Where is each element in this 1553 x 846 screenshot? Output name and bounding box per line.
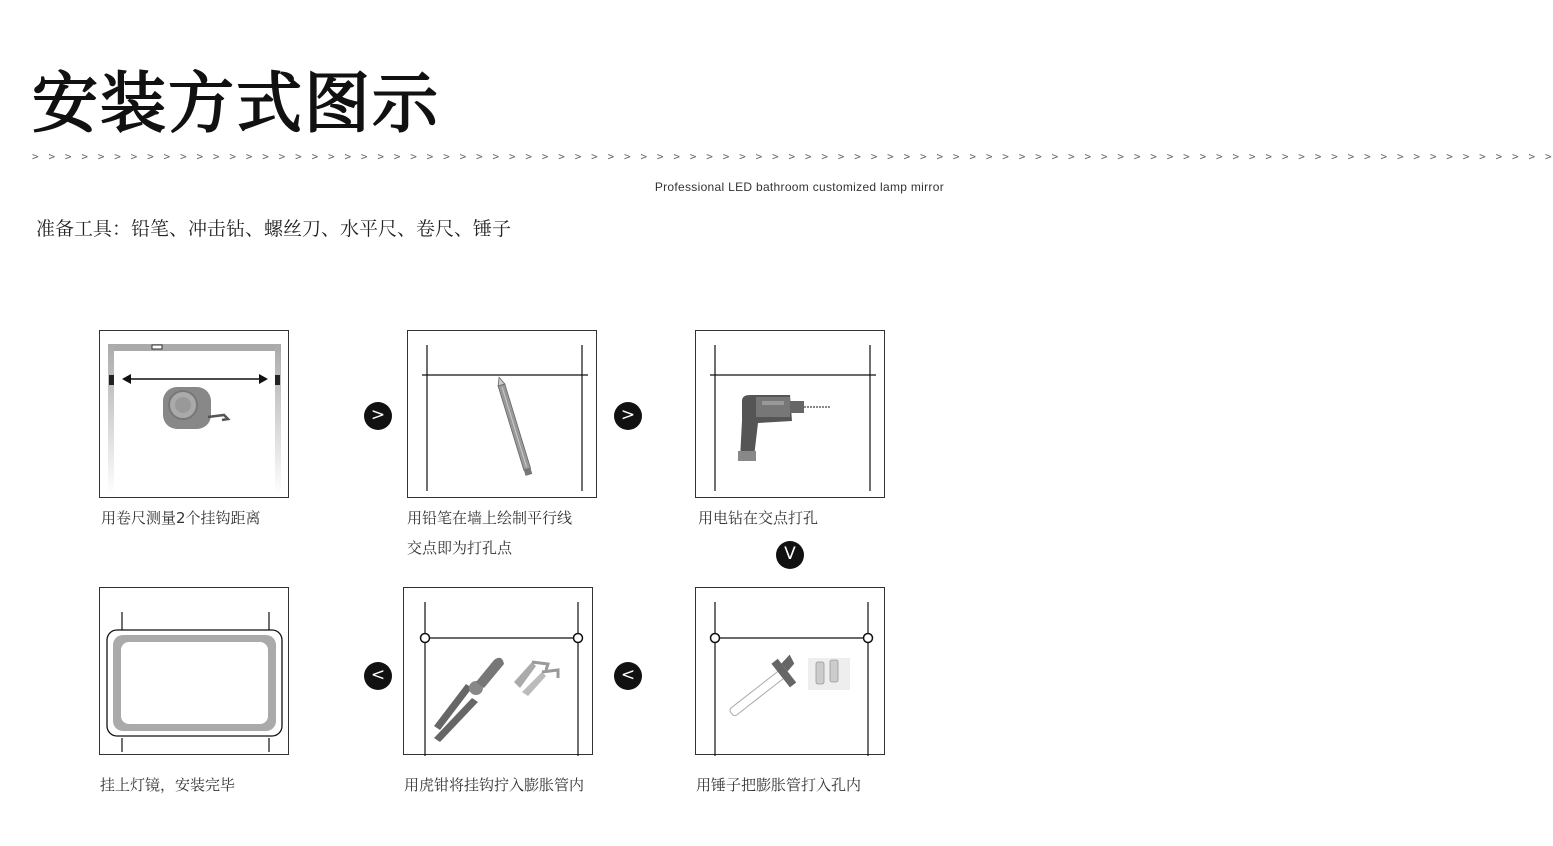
- step-3-caption: [698, 503, 818, 533]
- drill-icon: [696, 331, 886, 499]
- page-subtitle: Professional LED bathroom customized lamp mirror: [654, 180, 944, 194]
- caption-line: 用电钻在交点打孔: [698, 509, 819, 527]
- caption-line: 交点即为打孔点: [407, 539, 513, 557]
- tools-list: 准备工具：铅笔、冲击钻、螺丝刀、水平尺、卷尺、锤子: [36, 218, 512, 240]
- step-4-panel: [695, 587, 885, 755]
- caption-line: 用铅笔在墙上绘制平行线: [407, 509, 573, 527]
- down-arrow-icon: V: [776, 541, 804, 569]
- step-3-panel: [695, 330, 885, 498]
- step-4-caption: [696, 770, 861, 800]
- pliers-icon: [404, 588, 596, 764]
- next-arrow-icon: >: [614, 402, 642, 430]
- mirror-icon: [100, 588, 290, 764]
- step-2-panel: [407, 330, 597, 498]
- step-6-panel: [99, 587, 289, 755]
- tape-measure-icon: [100, 331, 290, 499]
- next-arrow-icon: >: [364, 402, 392, 430]
- caption-line: 挂上灯镜，安装完毕: [100, 776, 236, 794]
- caption-line: 用虎钳将挂钩拧入膨胀管内: [404, 776, 585, 794]
- prev-arrow-icon: <: [614, 662, 642, 690]
- page-title: 安装方式图示: [32, 65, 440, 142]
- step-2-caption: [407, 503, 572, 563]
- step-5-panel: [403, 587, 593, 755]
- chevron-divider: > > > > > > > > > > > > > > > > > > > > > > > > > > > > > > > > > > > > > > > > > > > > > > > > > > > > > > > > > > > > > > > > > > > > > > > > > > > > > > > > > > > > > > > > > > > > >: [32, 150, 1553, 163]
- caption-line: 用锤子把膨胀管打入孔内: [696, 776, 862, 794]
- step-1-panel: [99, 330, 289, 498]
- caption-line: 用卷尺测量2个挂钩距离: [101, 509, 261, 527]
- step-1-caption: [101, 503, 261, 533]
- hammer-icon: [696, 588, 886, 764]
- prev-arrow-icon: <: [364, 662, 392, 690]
- step-5-caption: [404, 770, 584, 800]
- step-6-caption: [100, 770, 235, 800]
- pencil-icon: [408, 331, 598, 499]
